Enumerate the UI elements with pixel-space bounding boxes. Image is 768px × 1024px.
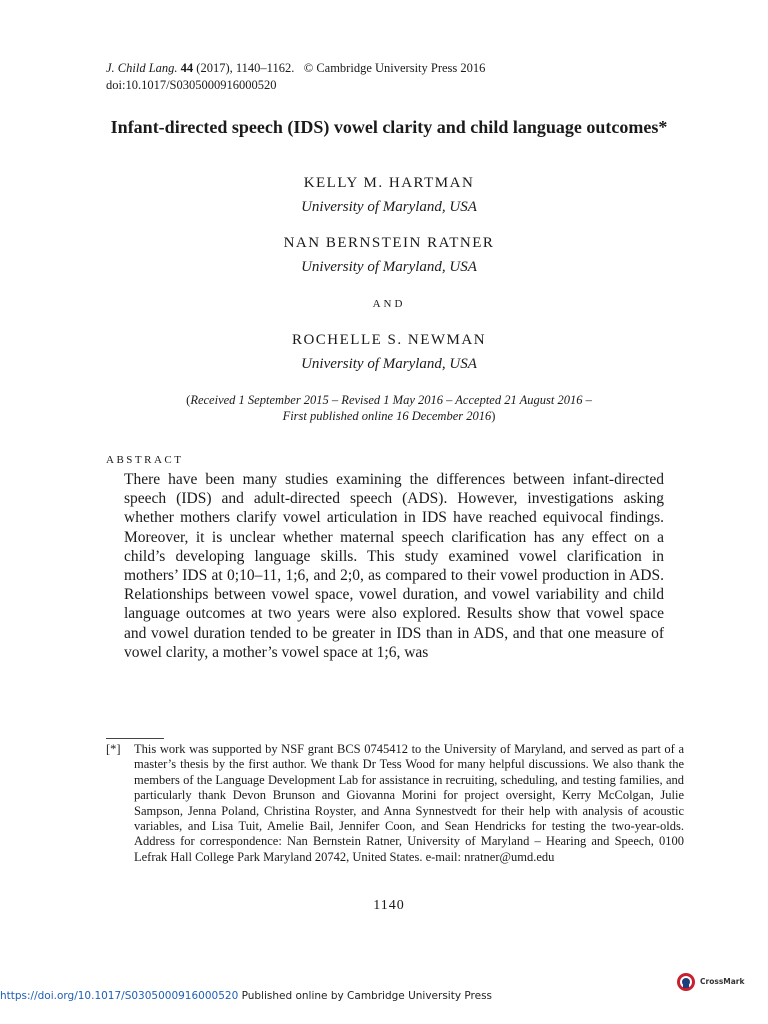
crossmark-badge[interactable] xyxy=(676,972,746,992)
author-affiliation: University of Maryland, USA xyxy=(301,259,477,275)
journal-volume: 44 xyxy=(180,61,194,75)
footnote xyxy=(106,742,684,865)
footnote-divider xyxy=(106,738,164,739)
crossmark-label: CrossMark xyxy=(700,977,745,986)
crossmark-icon xyxy=(676,972,696,992)
copyright-notice: © Cambridge University Press 2016 xyxy=(303,61,486,75)
author-name: NAN BERNSTEIN RATNER xyxy=(283,235,495,251)
page-number: 1140 xyxy=(373,898,405,913)
journal-name: J. Child Lang. xyxy=(106,61,178,75)
publication-dates: (Received 1 September 2015 – Revised 1 May 2016 – Accepted 21 August 2016 – First published online 16 December 2016) xyxy=(186,393,592,423)
citation-line xyxy=(106,60,485,77)
abstract-body xyxy=(124,470,664,662)
dates-line-2: First published online 16 December 2016 xyxy=(282,409,492,423)
author-affiliation: University of Maryland, USA xyxy=(301,199,477,215)
footnote-text: This work was supported by NSF grant BCS 0745412 to the University of Maryland, and served as part of a master’s thesis by the first author. We thank Dr Tess Wood for many helpful discussions. We also thank the members of the Language Development Lab for assistance in recruiting, scheduling, and testing families, and particularly thank Devon Brunson and Giovanna Morini for project oversight, Kerry McColgan, Julie Sampson, Jenna Poland, Christina Royster, and Anna Synnestvedt for their help with analysis of acoustic variables, and Lisa Tuit, Amelie Bail, Jennifer Coon, and Sean Hendricks for testing the two-year-olds. Address for correspondence: Nan Bernstein Ratner, University of Maryland – Hearing and Speech, 0100 Lefrak Hall College Park Maryland 20742, United States. e-mail: nratner@umd.edu xyxy=(134,742,684,864)
doi-link[interactable]: https://doi.org/10.1017/S0305000916000520 xyxy=(0,990,239,1002)
article-title: Infant-directed speech (IDS) vowel clarity and child language outcomes* xyxy=(110,117,668,137)
abstract-heading: ABSTRACT xyxy=(106,454,184,466)
journal-year-pages: (2017), 1140–1162. xyxy=(196,61,295,75)
footnote-marker: [*] xyxy=(106,742,121,756)
author-name: KELLY M. HARTMAN xyxy=(303,175,475,191)
journal-header xyxy=(106,60,485,94)
dates-line-1: Received 1 September 2015 – Revised 1 May 2016 – Accepted 21 August 2016 – xyxy=(190,393,592,407)
published-online-text: Published online by Cambridge University Press xyxy=(238,990,493,1002)
author-affiliation: University of Maryland, USA xyxy=(301,356,477,372)
author-separator: AND xyxy=(372,298,406,310)
author-name: ROCHELLE S. NEWMAN xyxy=(291,332,487,348)
page-footer xyxy=(0,990,492,1002)
article-doi: doi:10.1017/S0305000916000520 xyxy=(106,78,277,92)
abstract-paragraph: There have been many studies examining the differences between infant-directed speech (IDS) and adult-directed speech (ADS). However, investigations asking whether mothers clarify vowel articulation in IDS have reached equivocal findings. Moreover, it is unclear whether maternal speech clarification has any effect on a child’s developing language skills. This study examined vowel clarification in mothers’ IDS at 0;10–11, 1;6, and 2;0, as compared to their vowel production in ADS. Relationships between vowel space, vowel duration, and vowel variability and child language outcomes at two years were also explored. Results show that vowel space and vowel duration tended to be greater in IDS than in ADS, and that one measure of vowel clarity, a mother’s vowel space at 1;6, was xyxy=(124,471,664,661)
